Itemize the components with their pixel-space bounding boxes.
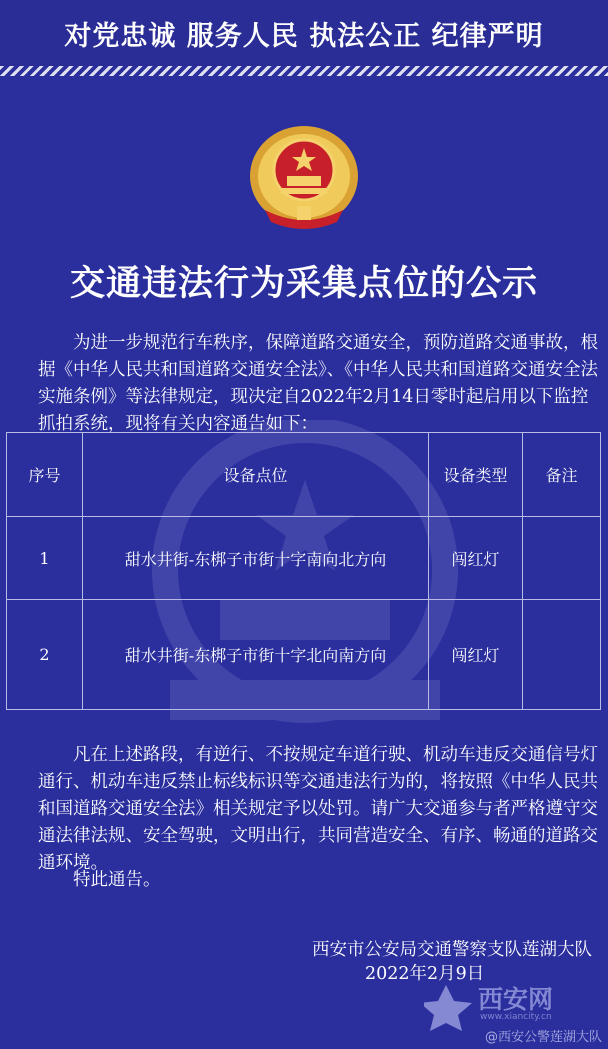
- signature-date: 2022年2月9日: [365, 964, 485, 984]
- cell-index: 2: [7, 600, 83, 710]
- cell-location: 甜水井街-东梆子市街十字北向南方向: [83, 600, 429, 710]
- intro-paragraph: 为进一步规范行车秩序，保障道路交通安全，预防道路交通事故，根据《中华人民共和国道路交通安全法》、《中华人民共和国道路交通安全法实施条例》等法律规定，现决定自2022年2月14日零时起启用以下监控抓拍系统，现将有关内容通告如下：: [38, 333, 598, 434]
- slogan: 对党忠诚 服务人民 执法公正 纪律严明: [64, 21, 544, 52]
- top-banner: [0, 0, 608, 72]
- header-remark: 备注: [523, 433, 601, 517]
- watermark-site-name: 西安网: [478, 985, 554, 1014]
- police-emblem-icon: [245, 118, 363, 230]
- table-row: [7, 517, 601, 600]
- cell-remark: [523, 517, 601, 600]
- signature-org: 西安市公安局交通警察支队莲湖大队: [312, 940, 592, 960]
- closing-line: 特此通告。: [73, 870, 161, 890]
- watermark-weibo: @西安公警莲湖大队: [484, 1030, 602, 1045]
- watermark-url: www.xiancity.cn: [480, 1012, 552, 1022]
- table-header-row: [7, 433, 601, 517]
- cell-location: 甜水井街-东梆子市街十字南向北方向: [83, 517, 429, 600]
- cell-remark: [523, 600, 601, 710]
- camera-points-table: [6, 432, 601, 710]
- header-location: 设备点位: [83, 433, 429, 517]
- header-index: 序号: [7, 433, 83, 517]
- notice-title: 交通违法行为采集点位的公示: [69, 264, 538, 304]
- table-row: [7, 600, 601, 710]
- header-type: 设备类型: [429, 433, 523, 517]
- cell-index: 1: [7, 517, 83, 600]
- body-paragraph: 凡在上述路段，有逆行、不按规定车道行驶、机动车违反交通信号灯通行、机动车违反禁止标线标识等交通违法行为的，将按照《中华人民共和国道路交通安全法》相关规定予以处罚。请广大交通参与者严格遵守交通法律法规、安全驾驶，文明出行，共同营造安全、有序、畅通的道路交通环境。: [38, 745, 598, 873]
- banner-stripe: [0, 66, 608, 76]
- cell-type: 闯红灯: [429, 517, 523, 600]
- cell-type: 闯红灯: [429, 600, 523, 710]
